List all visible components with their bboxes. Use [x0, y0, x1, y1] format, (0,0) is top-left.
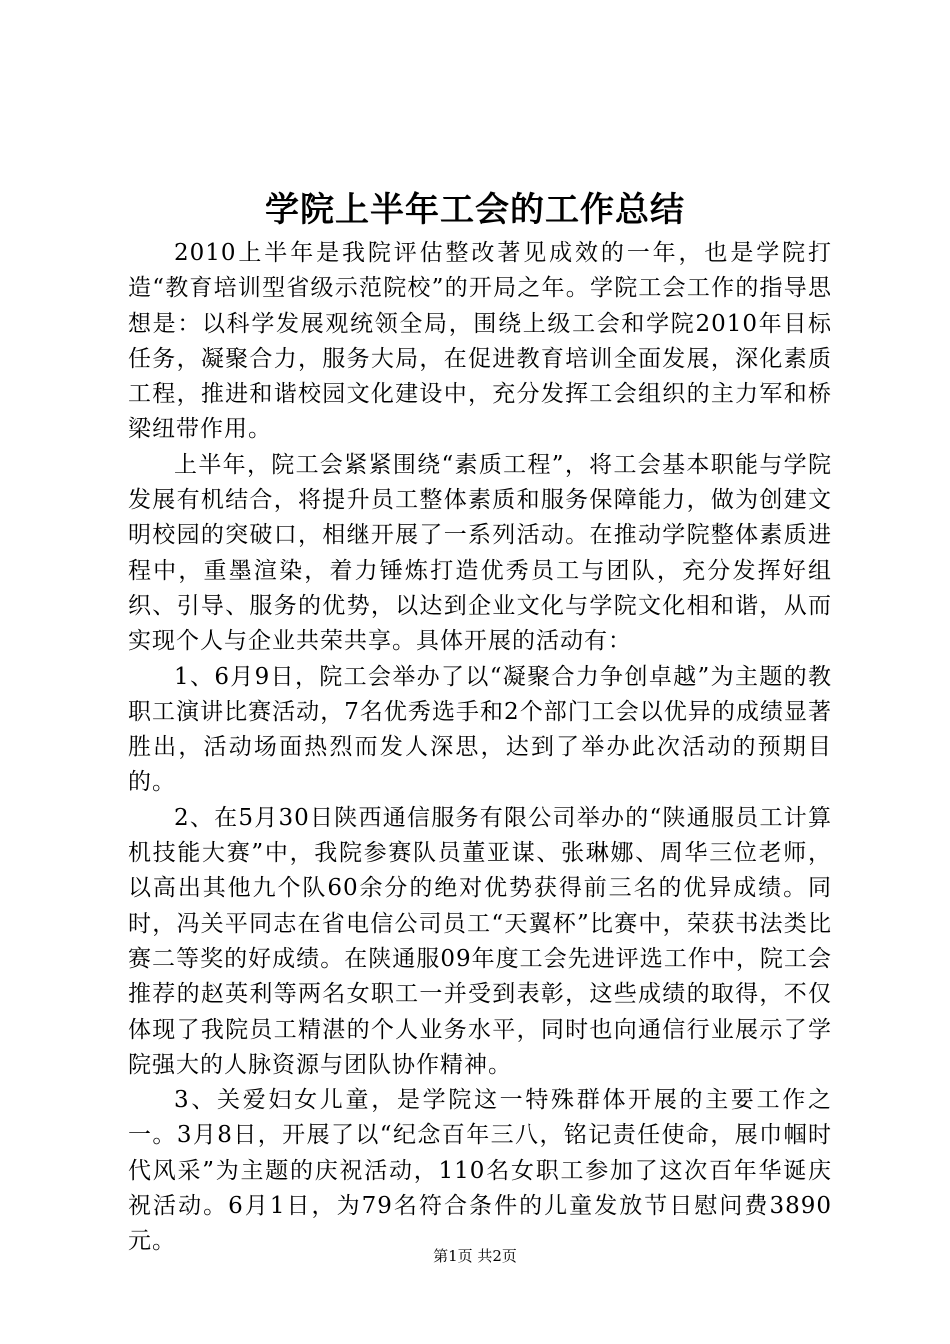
page-footer: 第1页 共2页: [433, 1247, 517, 1265]
document-body: [128, 236, 832, 1260]
paragraph-item-2: 2、在5月30日陕西通信服务有限公司举办的“陕通服员工计算机技能大赛”中，我院参赛队员董亚谋、张琳娜、周华三位老师，以高出其他九个队60余分的绝对优势获得前三名的优异成绩。同时，冯关平同志在省电信公司员工“天翼杯”比赛中，荣获书法类比赛二等奖的好成绩。在陕通服09年度工会先进评选工作中，院工会推荐的赵英利等两名女职工一并受到表彰，这些成绩的取得，不仅体现了我院员工精湛的个人业务水平，同时也向通信行业展示了学院强大的人脉资源与团队协作精神。: [128, 804, 832, 1078]
paragraph-intro: 2010上半年是我院评估整改著见成效的一年，也是学院打造“教育培训型省级示范院校”的开局之年。学院工会工作的指导思想是：以科学发展观统领全局，围绕上级工会和学院2010年目标任务，凝聚合力，服务大局，在促进教育培训全面发展，深化素质工程，推进和谐校园文化建设中，充分发挥工会组织的主力军和桥梁纽带作用。: [128, 240, 832, 443]
paragraph-item-1: 1、6月9日，院工会举办了以“凝聚合力争创卓越”为主题的教职工演讲比赛活动，7名优秀选手和2个部门工会以优异的成绩显著胜出，活动场面热烈而发人深思，达到了举办此次活动的预期目的。: [128, 663, 832, 796]
document-title: 学院上半年工会的工作总结: [265, 190, 685, 230]
paragraph-overview: 上半年，院工会紧紧围绕“素质工程”，将工会基本职能与学院发展有机结合，将提升员工整体素质和服务保障能力，做为创建文明校园的突破口，相继开展了一系列活动。在推动学院整体素质进程中，重墨渲染，着力锤炼打造优秀员工与团队，充分发挥好组织、引导、服务的优势，以达到企业文化与学院文化相和谐，从而实现个人与企业共荣共享。具体开展的活动有：: [128, 451, 832, 655]
paragraph-item-3: 3、关爱妇女儿童，是学院这一特殊群体开展的主要工作之一。3月8日，开展了以“纪念百年三八，铭记责任使命，展巾帼时代风采”为主题的庆祝活动，110名女职工参加了这次百年华诞庆祝活动。6月1日，为79名符合条件的儿童发放节日慰问费3890元。: [128, 1087, 832, 1255]
